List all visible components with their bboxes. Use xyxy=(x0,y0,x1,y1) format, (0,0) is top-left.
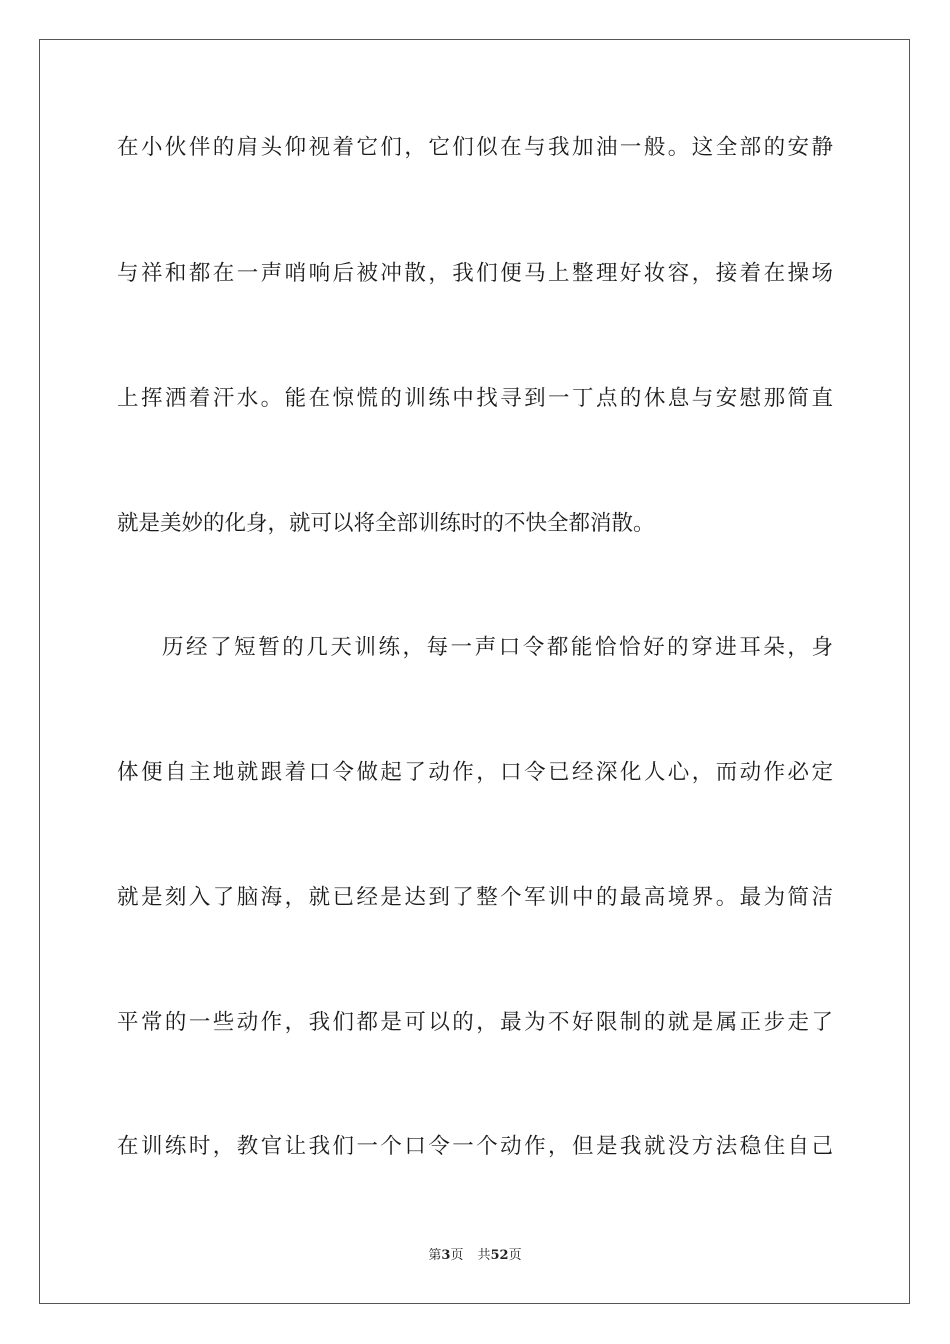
page-border xyxy=(39,39,910,1304)
total-suffix: 页 xyxy=(508,1248,522,1263)
text-line: 就是刻入了脑海，就已经是达到了整个军训中的最高境界。最为简洁 xyxy=(117,885,833,910)
text-line-paragraph-start: 历经了短暂的几天训练，每一声口令都能恰恰好的穿进耳朵，身 xyxy=(162,635,833,660)
text-line: 在训练时，教官让我们一个口令一个动作，但是我就没方法稳住自己 xyxy=(117,1134,833,1159)
text-line: 就是美妙的化身，就可以将全部训练时的不快全都消散。 xyxy=(117,511,655,536)
text-line: 体便自主地就跟着口令做起了动作，口令已经深化人心，而动作必定 xyxy=(117,760,833,785)
text-line: 在小伙伴的肩头仰视着它们，它们似在与我加油一般。这全部的安静 xyxy=(117,135,833,160)
text-line: 与祥和都在一声哨响后被冲散，我们便马上整理好妆容，接着在操场 xyxy=(117,261,833,286)
page-suffix: 页 xyxy=(450,1248,464,1263)
page-prefix: 第 xyxy=(428,1248,442,1263)
total-prefix: 共 xyxy=(477,1248,491,1263)
text-line: 上挥洒着汗水。能在惊慌的训练中找寻到一丁点的休息与安慰那简直 xyxy=(117,386,833,411)
text-line: 平常的一些动作，我们都是可以的，最为不好限制的就是属正步走了 xyxy=(117,1010,833,1035)
total-pages: 52 xyxy=(490,1248,509,1263)
page-number: 3 xyxy=(441,1248,451,1263)
page-footer xyxy=(0,1247,950,1265)
